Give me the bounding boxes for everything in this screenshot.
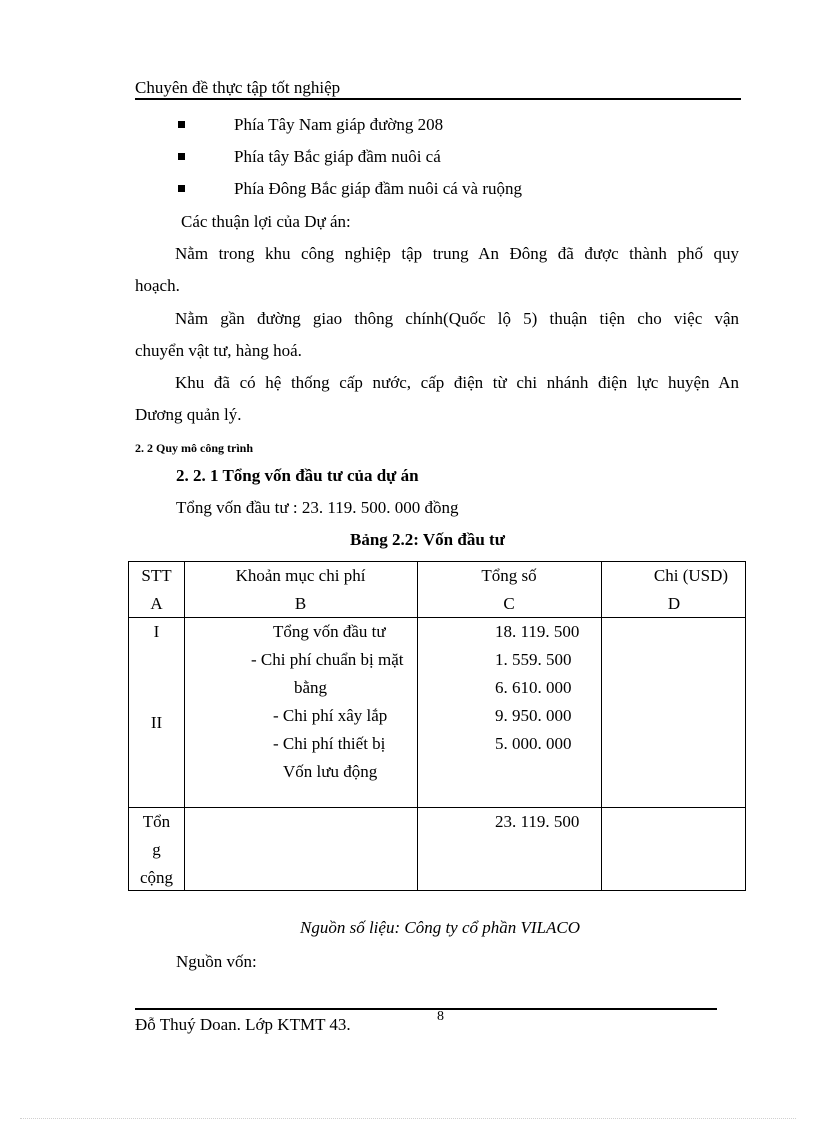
header-stt bbox=[129, 562, 184, 618]
bullet-item: Phía Đông Bắc giáp đầm nuôi cá và ruộng bbox=[234, 179, 522, 198]
header-total bbox=[417, 562, 601, 618]
table-divider bbox=[129, 807, 745, 808]
total-investment-line: Tổng vốn đầu tư : 23. 119. 500. 000 đồng bbox=[176, 498, 459, 517]
footer-rule bbox=[135, 1008, 717, 1010]
item-line: Vốn lưu động bbox=[283, 762, 378, 781]
row-stt-2: II bbox=[150, 713, 163, 732]
investment-table bbox=[128, 561, 746, 891]
header-item-label: Khoản mục chi phí bbox=[235, 566, 366, 585]
sum-label-line: g bbox=[152, 840, 161, 859]
bullet-square-icon bbox=[178, 185, 185, 192]
total-value: 18. 119. 500 bbox=[495, 622, 580, 641]
paragraph-line: Khu đã có hệ thống cấp nước, cấp điện từ chi nhánh điện lực huyện An bbox=[175, 373, 739, 392]
footer-author: Đỗ Thuý Doan. Lớp KTMT 43. bbox=[135, 1015, 351, 1034]
total-value: 6. 610. 000 bbox=[495, 678, 572, 697]
header-title: Chuyên đề thực tập tốt nghiệp bbox=[135, 78, 341, 97]
bullet-square-icon bbox=[178, 153, 185, 160]
paragraph-line: Nằm trong khu công nghiệp tập trung An Đông đã được thành phố quy bbox=[175, 244, 739, 263]
header-total-label: Tổng số bbox=[481, 566, 537, 585]
total-value: 5. 000. 000 bbox=[495, 734, 572, 753]
header-stt-label: STT bbox=[141, 566, 172, 585]
paragraph-line: Nằm gần đường giao thông chính(Quốc lộ 5) thuận tiện cho việc vận bbox=[175, 309, 739, 328]
subsection-heading: 2. 2. 1 Tổng vốn đầu tư của dự án bbox=[176, 466, 419, 485]
bullet-square-icon bbox=[178, 121, 185, 128]
source-note: Nguồn số liệu: Công ty cổ phần VILACO bbox=[300, 918, 581, 937]
header-usd-label: Chi (USD) bbox=[653, 566, 729, 585]
sum-label-line: cộng bbox=[139, 868, 174, 887]
item-line: bằng bbox=[294, 678, 328, 697]
header-stt-code: A bbox=[150, 594, 163, 613]
bullet-item: Phía tây Bắc giáp đầm nuôi cá bbox=[234, 147, 441, 166]
item-line: Tổng vốn đầu tư bbox=[273, 622, 386, 641]
paragraph-line: Dương quản lý. bbox=[135, 405, 242, 424]
item-line: - Chi phí xây lắp bbox=[273, 706, 388, 725]
total-value: 9. 950. 000 bbox=[495, 706, 572, 725]
header-total-code: C bbox=[503, 594, 515, 613]
section-heading: 2. 2 Quy mô công trình bbox=[135, 441, 254, 455]
header-usd-code: D bbox=[667, 594, 681, 613]
item-line: - Chi phí chuẩn bị mặt bbox=[251, 650, 404, 669]
advantages-title: Các thuận lợi của Dự án: bbox=[181, 212, 351, 231]
sum-label-line: Tổn bbox=[142, 812, 171, 831]
table-caption: Bảng 2.2: Vốn đầu tư bbox=[350, 530, 505, 549]
sum-total-value: 23. 119. 500 bbox=[495, 812, 580, 831]
header-item-code: B bbox=[294, 594, 307, 613]
capital-source: Nguồn vốn: bbox=[176, 952, 257, 971]
page-edge-rule bbox=[20, 1118, 796, 1119]
page-number: 8 bbox=[437, 1009, 444, 1024]
total-value: 1. 559. 500 bbox=[495, 650, 572, 669]
item-line: - Chi phí thiết bị bbox=[273, 734, 386, 753]
sum-label bbox=[129, 808, 184, 892]
header-item bbox=[184, 562, 417, 618]
header-rule bbox=[135, 98, 741, 100]
paragraph-line: chuyển vật tư, hàng hoá. bbox=[135, 341, 302, 360]
header-usd bbox=[601, 562, 747, 618]
bullet-item: Phía Tây Nam giáp đường 208 bbox=[234, 115, 444, 134]
paragraph-line: hoạch. bbox=[135, 276, 180, 295]
row-stt-1: I bbox=[153, 622, 160, 641]
